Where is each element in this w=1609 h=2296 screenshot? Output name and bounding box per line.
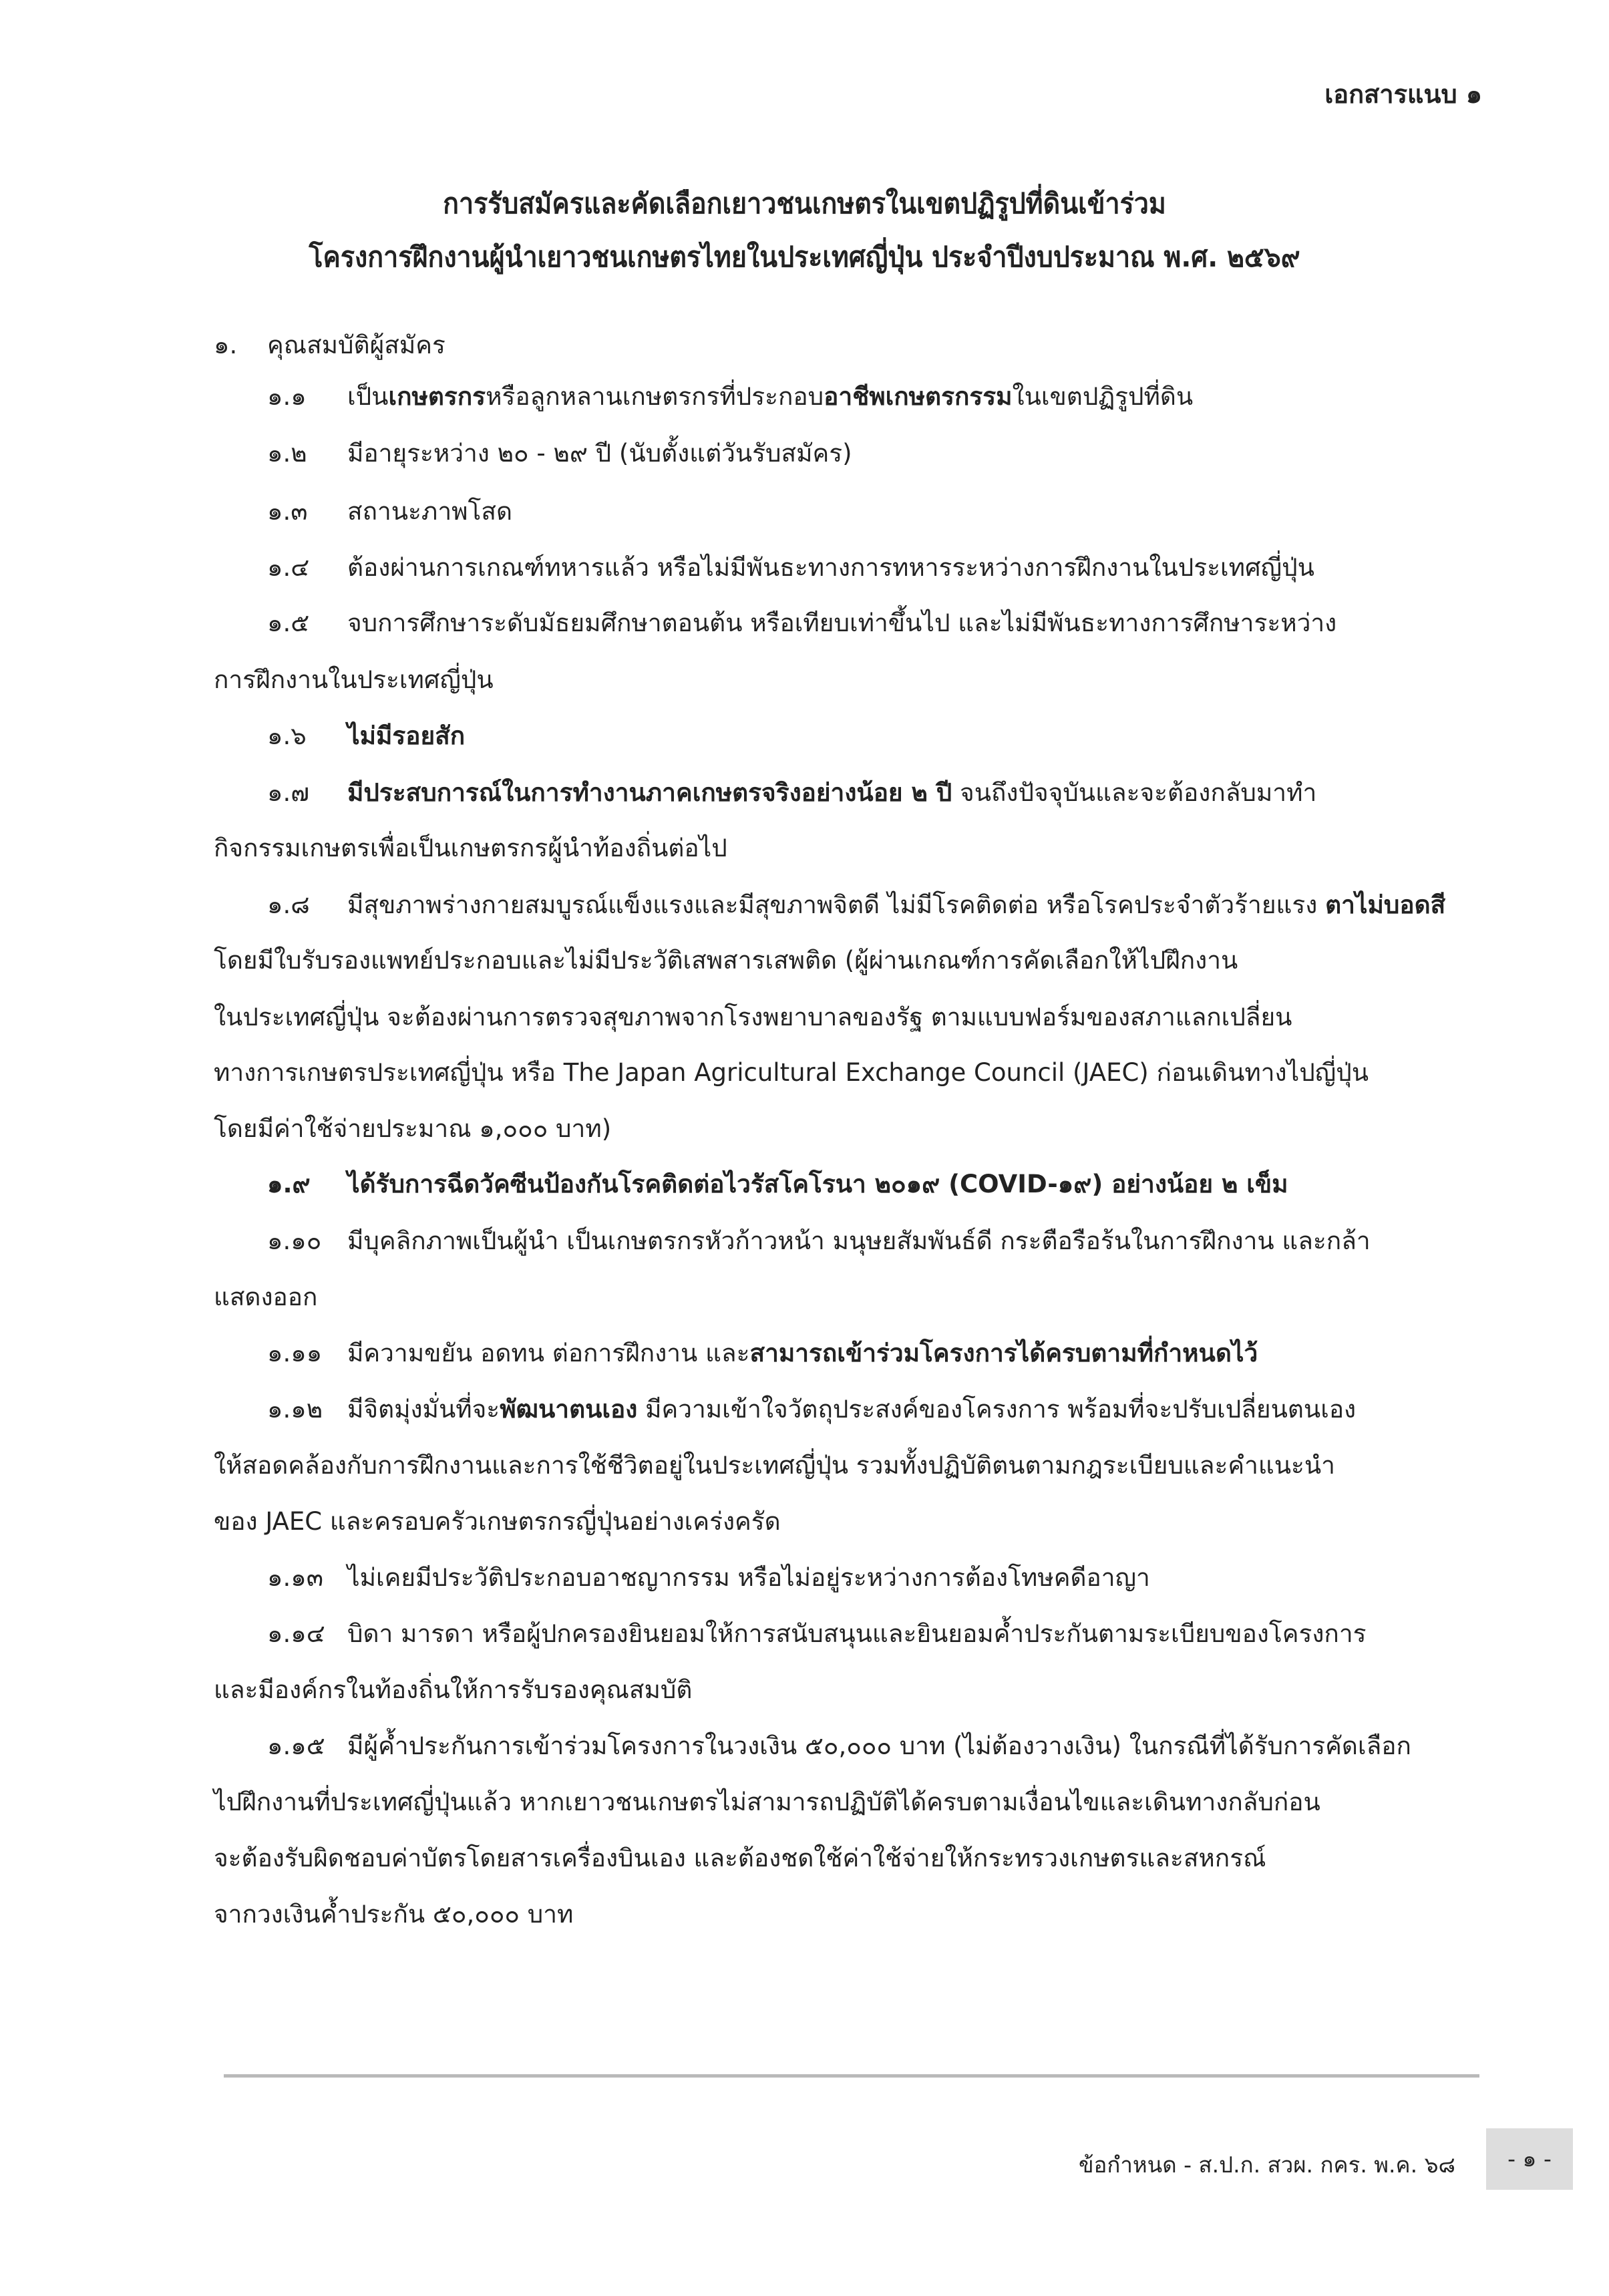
item-number: ๑.๑๒ <box>267 1395 323 1424</box>
item-text: ทางการเกษตรประเทศญี่ปุ่น หรือ The Japan Agricultural Exchange Council (JAEC) ก่อนเดินทางไปญี่ปุ่น <box>214 1058 1369 1087</box>
item-number: ๑.๓ <box>267 497 308 526</box>
item-text: ของ JAEC และครอบครัวเกษตรกรญี่ปุ่นอย่างเคร่งครัด <box>214 1507 781 1536</box>
item-bold: ได้รับการฉีดวัคซีนป้องกันโรคติดต่อไวรัสโคโรนา ๒๐๑๙ (COVID-๑๙) อย่างน้อย ๒ เข็ม <box>347 1170 1288 1198</box>
item-1-5-cont <box>214 667 494 694</box>
item-1-10 <box>267 1228 1371 1255</box>
title-line-1: การรับสมัครและคัดเลือกเยาวชนเกษตรในเขตปฏิรูปที่ดินเข้าร่วม <box>443 187 1166 220</box>
item-1-7-cont <box>214 835 727 862</box>
item-bold: ไม่มีรอยสัก <box>347 721 466 750</box>
item-text: มีอายุระหว่าง ๒๐ - ๒๙ ปี (นับตั้งแต่วันรับสมัคร) <box>347 439 852 468</box>
item-text: สถานะภาพโสด <box>347 497 512 526</box>
item-1-9 <box>267 1171 1288 1198</box>
item-text: ไม่เคยมีประวัติประกอบอาชญากรรม หรือไม่อยู่ระหว่างการต้องโทษคดีอาญา <box>347 1563 1150 1592</box>
item-bold: สามารถเข้าร่วมโครงการได้ครบตามที่กำหนดไว้ <box>749 1339 1258 1367</box>
item-number: ๑.๑๐ <box>267 1226 322 1255</box>
item-1-11 <box>267 1340 1258 1367</box>
item-number: ๑.๒ <box>267 439 307 468</box>
item-1-6 <box>267 723 465 750</box>
item-bold: พัฒนาตนเอง <box>500 1395 638 1424</box>
item-1-12-cont <box>214 1508 781 1536</box>
item-text: หรือลูกหลานเกษตรกรที่ประกอบ <box>486 382 824 411</box>
item-text: ในเขตปฏิรูปที่ดิน <box>1012 382 1194 411</box>
footer-divider <box>224 2074 1479 2078</box>
item-bold: อาชีพเกษตรกรรม <box>824 382 1013 411</box>
section-label: คุณสมบัติผู้สมัคร <box>267 331 445 359</box>
item-1-1 <box>267 383 1193 411</box>
attachment-label: เอกสารแนบ ๑ <box>1324 79 1482 109</box>
item-1-12 <box>267 1396 1356 1424</box>
item-1-14-cont <box>214 1677 692 1704</box>
item-1-15-cont <box>214 1789 1320 1816</box>
item-1-8-cont <box>214 1059 1369 1087</box>
item-text: แสดงออก <box>214 1283 318 1311</box>
item-number: ๑.๔ <box>267 553 310 582</box>
item-number: ๑.๖ <box>267 721 307 750</box>
item-1-8-cont <box>214 947 1238 975</box>
item-1-12-cont <box>214 1452 1335 1480</box>
item-1-5 <box>267 610 1336 637</box>
item-number: ๑.๑๕ <box>267 1732 325 1760</box>
item-text: บิดา มารดา หรือผู้ปกครองยินยอมให้การสนับสนุนและยินยอมค้ำประกันตามระเบียบของโครงการ <box>347 1619 1367 1648</box>
item-text: จบการศึกษาระดับมัธยมศึกษาตอนต้น หรือเทียบเท่าขึ้นไป และไม่มีพันธะทางการศึกษาระหว่าง <box>347 609 1337 637</box>
item-text: จะต้องรับผิดชอบค่าบัตรโดยสารเครื่องบินเอง และต้องชดใช้ค่าใช้จ่ายให้กระทรวงเกษตรและสหกรณ์ <box>214 1844 1266 1872</box>
item-text: จากวงเงินค้ำประกัน ๕๐,๐๐๐ บาท <box>214 1900 574 1929</box>
item-text: ในประเทศญี่ปุ่น จะต้องผ่านการตรวจสุขภาพจากโรงพยาบาลของรัฐ ตามแบบฟอร์มของสภาแลกเปลี่ยน <box>214 1003 1292 1031</box>
item-text: โดยมีค่าใช้จ่ายประมาณ ๑,๐๐๐ บาท) <box>214 1114 612 1143</box>
item-1-15-cont <box>214 1901 573 1929</box>
item-1-3 <box>267 498 512 526</box>
item-text: มีสุขภาพร่างกายสมบูรณ์แข็งแรงและมีสุขภาพจิตดี ไม่มีโรคติดต่อ หรือโรคประจำตัวร้ายแรง <box>347 890 1326 919</box>
item-bold: เกษตรกร <box>388 382 486 411</box>
page-number: - ๑ - <box>1486 2128 1573 2190</box>
item-1-4 <box>267 554 1314 582</box>
item-1-2 <box>267 440 852 468</box>
item-text: มีความเข้าใจวัตถุประสงค์ของโครงการ พร้อมที่จะปรับเปลี่ยนตนเอง <box>637 1395 1357 1424</box>
item-number: ๑.๑๑ <box>267 1339 323 1367</box>
item-text: ไปฝึกงานที่ประเทศญี่ปุ่นแล้ว หากเยาวชนเกษตรไม่สามารถปฏิบัติได้ครบตามเงื่อนไขและเดินทางกลับก่อน <box>214 1788 1320 1816</box>
item-text: มีบุคลิกภาพเป็นผู้นำ เป็นเกษตรกรหัวก้าวหน้า มนุษยสัมพันธ์ดี กระตือรือร้นในการฝึกงาน และกล้า <box>347 1226 1371 1255</box>
item-text: และมีองค์กรในท้องถิ่นให้การรับรองคุณสมบัติ <box>214 1675 693 1704</box>
section-number: ๑. <box>214 331 238 359</box>
item-text: ต้องผ่านการเกณฑ์ทหารแล้ว หรือไม่มีพันธะทางการทหารระหว่างการฝึกงานในประเทศญี่ปุ่น <box>347 553 1314 582</box>
item-1-14 <box>267 1621 1366 1648</box>
title-line-2: โครงการฝึกงานผู้นำเยาวชนเกษตรไทยในประเทศญี่ปุ่น ประจำปีงบประมาณ พ.ศ. ๒๕๖๙ <box>309 240 1300 273</box>
item-bold: ตาไม่บอดสี <box>1325 890 1446 919</box>
item-1-15-cont <box>214 1845 1266 1872</box>
item-1-10-cont <box>214 1284 317 1311</box>
item-bold: มีประสบการณ์ในการทำงานภาคเกษตรจริงอย่างน้อย ๒ ปี <box>347 778 952 807</box>
item-number: ๑.๙ <box>267 1170 311 1198</box>
item-1-15 <box>267 1733 1411 1760</box>
section-heading <box>214 332 445 359</box>
item-number: ๑.๘ <box>267 890 310 919</box>
item-number: ๑.๑๔ <box>267 1619 325 1648</box>
footer-reference: ข้อกำหนด - ส.ป.ก. สวผ. กคร. พ.ค. ๖๘ <box>1079 2152 1455 2178</box>
item-number: ๑.๕ <box>267 609 310 637</box>
item-text: กิจกรรมเกษตรเพื่อเป็นเกษตรกรผู้นำท้องถิ่นต่อไป <box>214 834 727 862</box>
item-1-13 <box>267 1565 1150 1592</box>
item-1-8-cont <box>214 1004 1292 1031</box>
item-text: มีจิตมุ่งมั่นที่จะ <box>347 1395 500 1424</box>
item-text: จนถึงปัจจุบันและจะต้องกลับมาทำ <box>952 778 1317 807</box>
item-number: ๑.๑๓ <box>267 1563 324 1592</box>
item-text: มีผู้ค้ำประกันการเข้าร่วมโครงการในวงเงิน ๕๐,๐๐๐ บาท (ไม่ต้องวางเงิน) ในกรณีที่ได้รับการคัดเลือก <box>347 1732 1411 1760</box>
item-text: เป็น <box>347 382 389 411</box>
item-1-8 <box>267 892 1445 919</box>
item-text: โดยมีใบรับรองแพทย์ประกอบและไม่มีประวัติเสพสารเสพติด (ผู้ผ่านเกณฑ์การคัดเลือกให้ไปฝึกงาน <box>214 946 1238 975</box>
item-number: ๑.๗ <box>267 778 310 807</box>
item-text: มีความขยัน อดทน ต่อการฝึกงาน และ <box>347 1339 750 1367</box>
item-text: การฝึกงานในประเทศญี่ปุ่น <box>214 665 494 694</box>
item-1-8-cont <box>214 1116 611 1143</box>
item-1-7 <box>267 780 1316 807</box>
item-text: ให้สอดคล้องกับการฝึกงานและการใช้ชีวิตอยู่ในประเทศญี่ปุ่น รวมทั้งปฏิบัติตนตามกฎระเบียบและคำแนะนำ <box>214 1451 1335 1480</box>
item-number: ๑.๑ <box>267 382 307 411</box>
